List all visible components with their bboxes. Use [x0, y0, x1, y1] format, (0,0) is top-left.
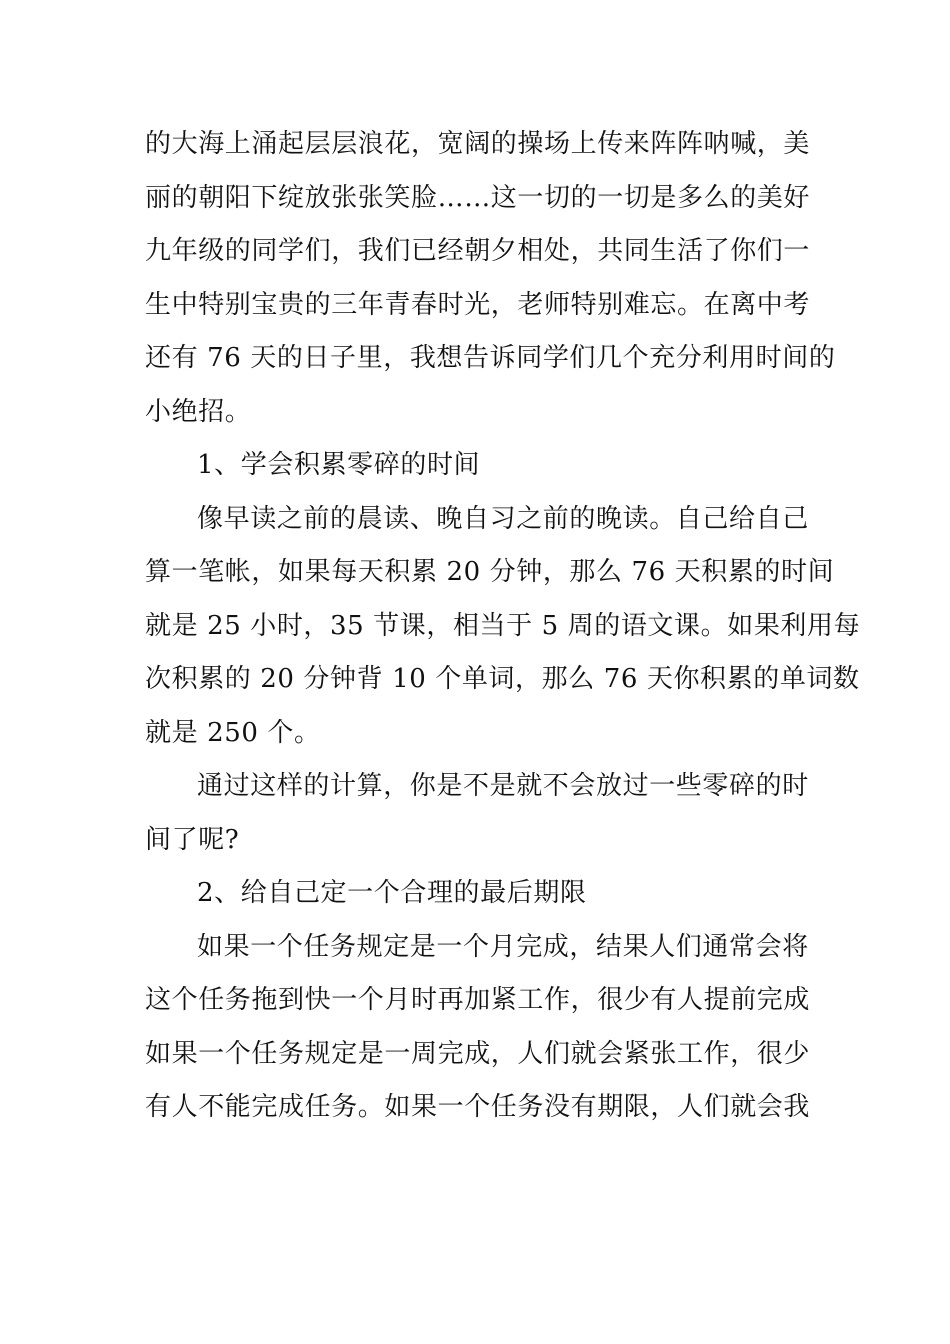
- text-line: 生中特别宝贵的三年青春时光，老师特别难忘。在离中考: [145, 289, 811, 320]
- text-line: 有人不能完成任务。如果一个任务没有期限，人们就会我: [145, 1092, 811, 1122]
- text-line: 通过这样的计算，你是不是就不会放过一些零碎的时: [197, 771, 809, 801]
- text-line: 还有 76 天的日子里，我想告诉同学们几个充分利用时间的: [145, 343, 836, 373]
- text-line: 就是 25 小时，35 节课，相当于 5 周的语文课。如果利用每: [145, 610, 861, 641]
- text-line: 像早读之前的晨读、晚自习之前的晚读。自己给自己: [197, 503, 809, 534]
- text-line: 丽的朝阳下绽放张张笑脸……这一切的一切是多么的美好: [145, 182, 811, 213]
- text-line: 2、给自己定一个合理的最后期限: [197, 878, 587, 908]
- text-line: 小绝招。: [145, 396, 252, 427]
- text-line: 就是 250 个。: [145, 717, 321, 748]
- text-line: 1、学会积累零碎的时间: [197, 450, 481, 480]
- text-line: 间了呢?: [145, 824, 240, 855]
- text-line: 如果一个任务规定是一个月完成，结果人们通常会将: [197, 931, 809, 962]
- text-line: 这个任务拖到快一个月时再加紧工作，很少有人提前完成: [145, 985, 811, 1015]
- body-text: [145, 118, 861, 1135]
- text-line: 九年级的同学们，我们已经朝夕相处，共同生活了你们一: [145, 236, 811, 266]
- text-line: 如果一个任务规定是一周完成，人们就会紧张工作，很少: [145, 1038, 811, 1069]
- text-line: 的大海上涌起层层浪花，宽阔的操场上传来阵阵呐喊，美: [145, 129, 811, 159]
- text-line: 次积累的 20 分钟背 10 个单词，那么 76 天你积累的单词数: [145, 664, 860, 694]
- text-line: 算一笔帐，如果每天积累 20 分钟，那么 76 天积累的时间: [145, 557, 835, 587]
